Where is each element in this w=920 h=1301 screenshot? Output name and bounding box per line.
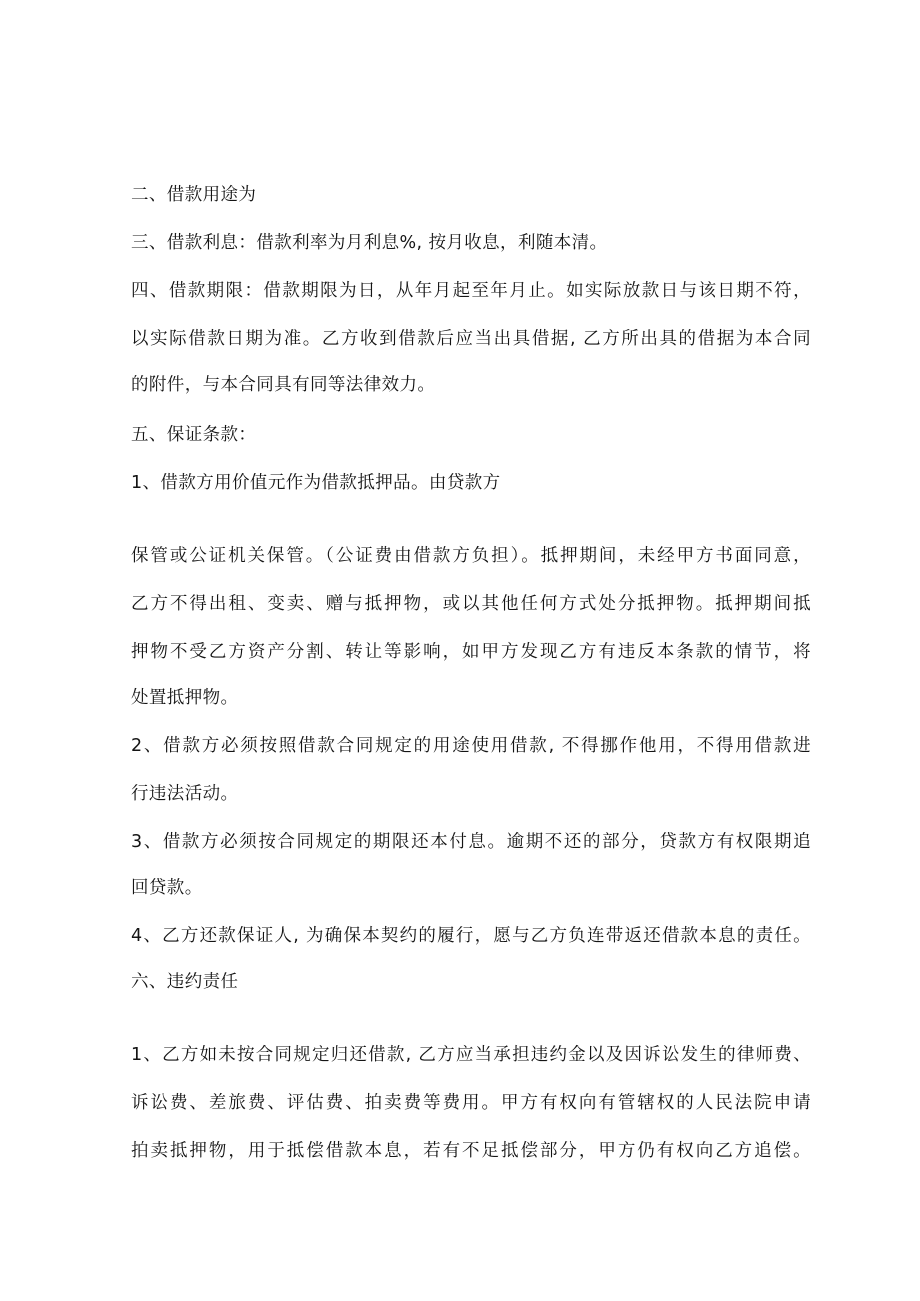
text-line: 二、借款用途为: [131, 185, 257, 205]
text-line: 处置抵押物。: [131, 688, 239, 708]
text-line: 4、乙方还款保证人, 为确保本契约的履行，愿与乙方负连带返还借款本息的责任。: [131, 926, 811, 946]
text-line: 以实际借款日期为准。乙方收到借款后应当出具借据, 乙方所出具的借据为本合同: [131, 329, 811, 349]
text-line: 押物不受乙方资产分割、转让等影响，如甲方发现乙方有违反本条款的情节，将: [131, 642, 811, 662]
text-line: 1、乙方如未按合同规定归还借款, 乙方应当承担违约金以及因诉讼发生的律师费、: [131, 1045, 811, 1065]
text-line: 2、借款方必须按照借款合同规定的用途使用借款, 不得挪作他用，不得用借款进: [131, 736, 811, 756]
text-line: 1、借款方用价值元作为借款抵押品。由贷款方: [131, 473, 501, 493]
text-line: 的附件，与本合同具有同等法律效力。: [131, 375, 436, 395]
text-line: 六、违约责任: [131, 972, 239, 992]
text-line: 诉讼费、差旅费、评估费、拍卖费等费用。甲方有权向有管辖权的人民法院申请: [131, 1093, 811, 1113]
text-line: 3、借款方必须按合同规定的期限还本付息。逾期不还的部分，贷款方有权限期追: [131, 832, 811, 852]
text-line: 拍卖抵押物，用于抵偿借款本息，若有不足抵偿部分，甲方仍有权向乙方追偿。: [131, 1141, 811, 1161]
text-line: 五、保证条款：: [131, 425, 257, 445]
text-line: 回贷款。: [131, 878, 203, 898]
text-line: 行违法活动。: [131, 784, 239, 804]
text-line: 乙方不得出租、变卖、赠与抵押物，或以其他任何方式处分抵押物。抵押期间抵: [131, 594, 811, 614]
text-line: 四、借款期限：借款期限为日，从年月起至年月止。如实际放款日与该日期不符，: [131, 281, 811, 301]
text-line: 三、借款利息：借款利率为月利息%, 按月收息，利随本清。: [131, 233, 608, 253]
text-line: 保管或公证机关保管。（公证费由借款方负担）。抵押期间，未经甲方书面同意，: [131, 546, 811, 566]
